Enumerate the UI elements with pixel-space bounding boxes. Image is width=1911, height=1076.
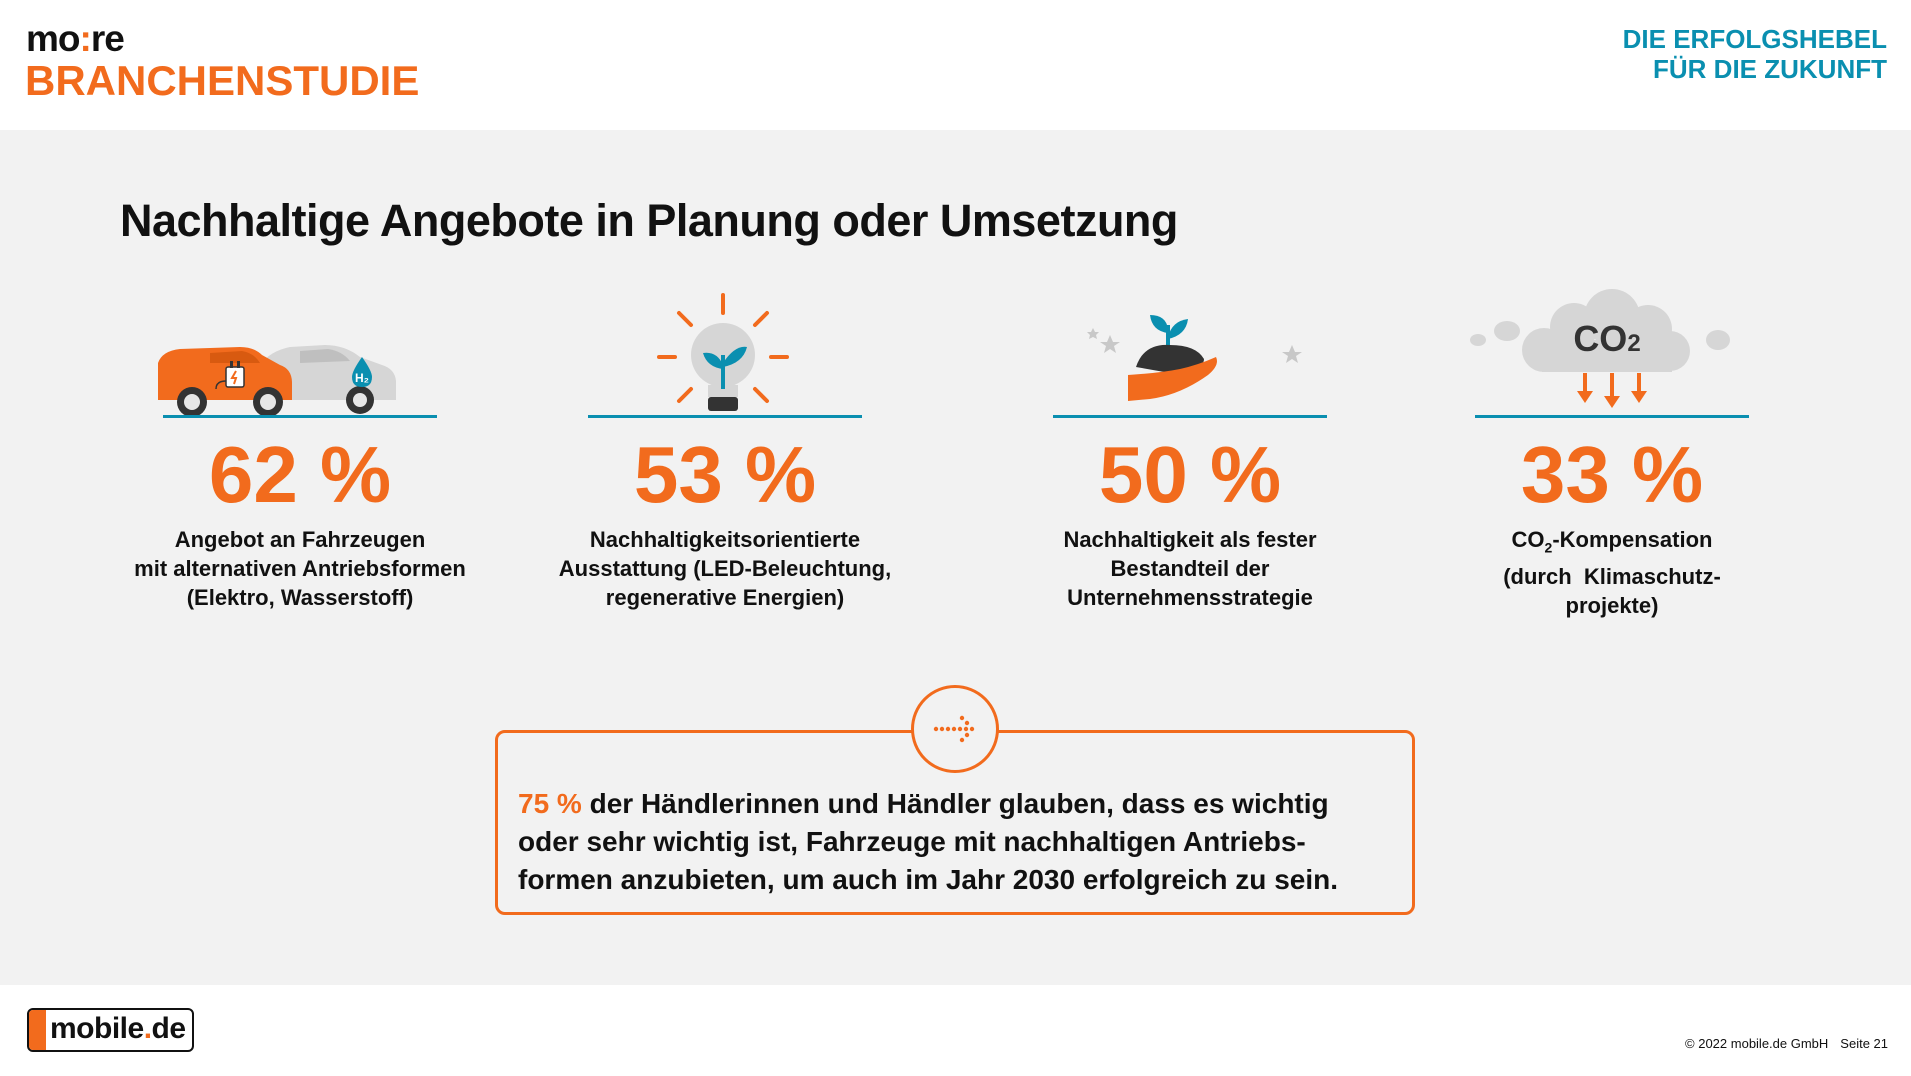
stat-desc-line: regenerative Energien) xyxy=(605,585,845,610)
brand-text: mo xyxy=(26,18,80,59)
stat-desc-line xyxy=(1422,525,1802,562)
callout-text xyxy=(518,785,1398,899)
compensation-label: -Kompensation xyxy=(1552,527,1713,552)
co2-text: CO xyxy=(1573,318,1628,359)
logo-dot: . xyxy=(143,1012,152,1045)
brand-colon: : xyxy=(79,18,91,59)
header xyxy=(0,0,1911,130)
tagline-line-1: DIE ERFOLGSHEBEL xyxy=(1622,24,1887,54)
divider-rule xyxy=(1053,415,1327,418)
stat-description xyxy=(1000,525,1380,612)
mobile-de-logo xyxy=(27,1008,194,1052)
logo-main: mobile xyxy=(50,1012,144,1045)
co2-subscript: 2 xyxy=(1544,539,1553,556)
callout-line-1-text: der Händlerinnen und Händler glauben, dass es wichtig xyxy=(581,788,1329,819)
stat-desc-line: Bestandteil der xyxy=(1110,556,1270,581)
header-tagline xyxy=(1623,24,1887,84)
callout-highlight: 75 % xyxy=(518,788,582,819)
callout-line-3: formen anzubieten, um auch im Jahr 2030 erfolgreich zu sein. xyxy=(518,864,1338,895)
stat-desc-line: Ausstattung (LED-Beleuchtung, xyxy=(558,556,892,581)
logo-text xyxy=(46,1010,192,1050)
stat-desc-line: Angebot an Fahrzeugen xyxy=(174,527,426,552)
hand-seedling-icon xyxy=(1040,285,1340,420)
study-label: BRANCHENSTUDIE xyxy=(25,57,420,104)
callout-arrow-badge xyxy=(911,685,999,773)
stat-description xyxy=(535,525,915,612)
brand-text-2: re xyxy=(90,18,124,59)
stat-percent: 53 % xyxy=(633,430,817,519)
co2-label: CO xyxy=(1511,527,1545,552)
stat-description xyxy=(110,525,490,612)
electric-hydrogen-cars-icon xyxy=(150,285,450,420)
stat-description xyxy=(1422,525,1802,620)
lightbulb-plant-icon xyxy=(575,285,875,420)
co2-cloud-icon xyxy=(1462,285,1762,420)
stat-desc-line: Unternehmensstrategie xyxy=(1067,585,1313,610)
divider-rule xyxy=(1475,415,1749,418)
tagline-line-2: FÜR DIE ZUKUNFT xyxy=(1653,54,1887,84)
page-title: Nachhaltige Angebote in Planung oder Umsetzung xyxy=(120,195,1178,246)
stat-desc-line: Nachhaltigkeitsorientierte xyxy=(589,527,861,552)
more-logo xyxy=(26,20,124,57)
stat-desc-line: (durch Klimaschutz- xyxy=(1503,564,1721,590)
callout-line-2: oder sehr wichtig ist, Fahrzeuge mit nachhaltigen Antriebs- xyxy=(518,826,1306,857)
stat-desc-line: (Elektro, Wasserstoff) xyxy=(186,585,414,610)
stat-desc-line: projekte) xyxy=(1565,593,1659,619)
stat-percent: 62 % xyxy=(208,430,392,519)
divider-rule xyxy=(163,415,437,418)
logo-orange-bar xyxy=(29,1010,46,1050)
stat-desc-line: Nachhaltigkeit als fester xyxy=(1063,527,1317,552)
h2-label: H₂ xyxy=(355,371,369,385)
co2-sub: 2 xyxy=(1627,330,1641,357)
callout-line-1 xyxy=(518,785,1398,823)
dotted-arrow-icon xyxy=(914,688,996,770)
page-number: Seite 21 xyxy=(1840,1036,1888,1051)
stat-percent: 33 % xyxy=(1520,430,1704,519)
stat-percent: 50 % xyxy=(1098,430,1282,519)
stat-desc-line: mit alternativen Antriebsformen xyxy=(134,556,466,581)
divider-rule xyxy=(588,415,862,418)
logo-tld: de xyxy=(151,1012,186,1045)
footer-copyright xyxy=(1685,1036,1888,1051)
copyright-text: © 2022 mobile.de GmbH xyxy=(1685,1036,1829,1051)
